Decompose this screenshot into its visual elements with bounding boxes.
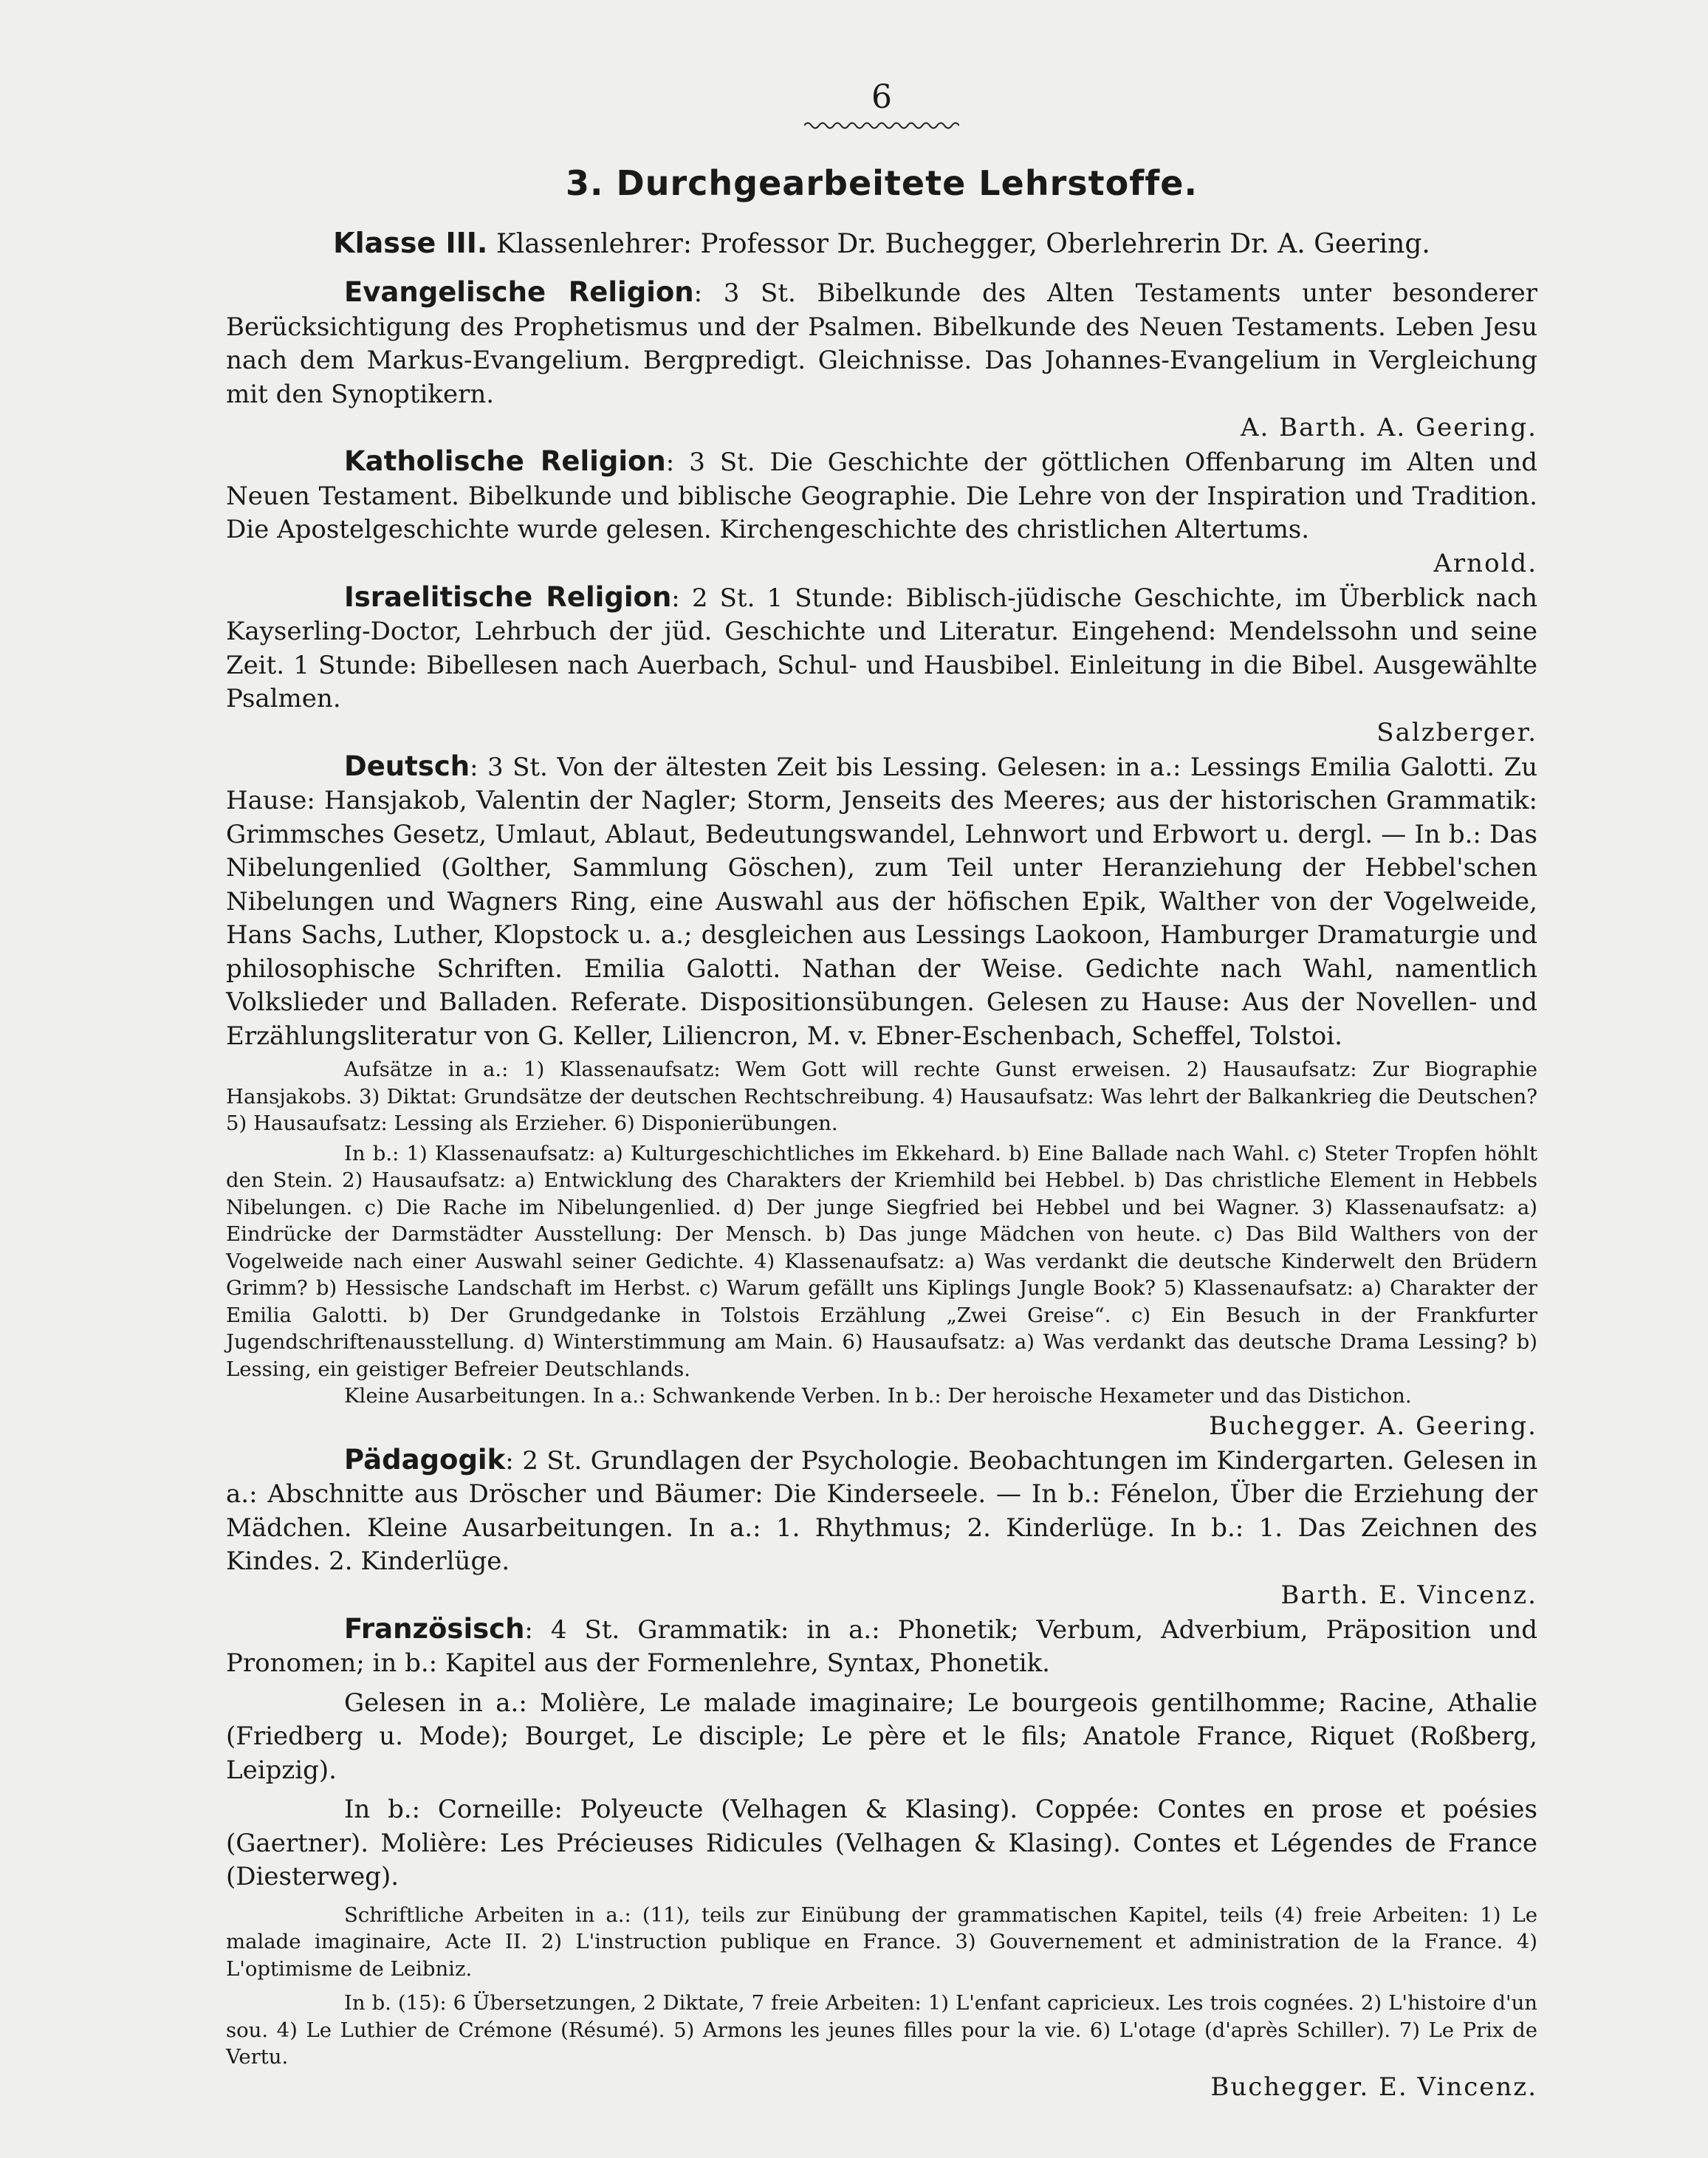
klasse-line bbox=[226, 227, 1537, 259]
heading-israelitisch: Israelitische Religion bbox=[344, 580, 672, 613]
page-content bbox=[226, 78, 1537, 2104]
signature-evangelisch: A. Barth. A. Geering. bbox=[1240, 413, 1537, 442]
section-evangelisch bbox=[226, 275, 1537, 411]
signature-katholisch: Arnold. bbox=[1433, 548, 1537, 578]
gelesen-b: In b.: Corneille: Polyeucte (Velhagen & Klasing). Coppée: Contes en prose et poésies (Gaertner). Molière: Les Précieuses Ridicules (Velhagen & Klasing). Contes et Légendes de France (Diesterweg). bbox=[226, 1795, 1537, 1891]
gelesen-a: Gelesen in a.: Molière, Le malade imaginaire; Le bourgeois gentilhomme; Racine, Athalie (Friedberg u. Mode); Bourget, Le disciple; Le père et le fils; Anatole France, Riquet (Roßberg, Leipzig). bbox=[226, 1688, 1537, 1785]
aufsaetze-b: In b.: 1) Klassenaufsatz: a) Kulturgeschichtliches im Ekkehard. b) Eine Ballade nach Wahl. c) Steter Tropfen höhlt den Stein. 2) Hausaufsatz: a) Entwicklung des Charakters der Kriemhild bei Hebbel. b) Das christliche Element in Hebbels Nibelungen. c) Die Rache im Nibelungenlied. d) Der junge Siegfried bei Hebbel und bei Wagner. 3) Klassenaufsatz: a) Eindrücke der Darmstädter Ausstellung: Der Mensch. b) Das junge Mädchen von heute. c) Das Bild Walthers von der Vogelweide nach einer Auswahl seiner Gedichte. 4) Klassenaufsatz: a) Was verdankt die deutsche Kinderwelt den Brüdern Grimm? b) Hessische Landschaft im Herbst. c) Warum gefällt uns Kiplings Jungle Book? 5) Klassenaufsatz: a) Charakter der Emilia Galotti. b) Der Grundgedanke in Tolstois Erzählung „Zwei Greise“. c) Ein Besuch in der Frankfurter Jugendschriftenausstellung. d) Winterstimmung am Main. 6) Hausaufsatz: a) Was verdankt das deutsche Drama Lessing? b) Lessing, ein geistiger Befreier Deutschlands. bbox=[226, 1141, 1537, 1381]
text-israelitisch: : 2 St. 1 Stunde: Biblisch-jüdische Geschichte, im Überblick nach Kayserling-Doctor, Lehrbuch der jüd. Geschichte und Literatur. Eingehend: Mendelssohn und seine Zeit. 1 Stunde: Bibellesen nach Auerbach, Schul- und Hausbibel. Einleitung in die Bibel. Ausgewählte Psalmen. bbox=[226, 583, 1538, 713]
klasse-label: Klasse III. bbox=[333, 227, 488, 259]
signature-deutsch: Buchegger. A. Geering. bbox=[1209, 1411, 1537, 1441]
heading-franzoesisch: Französisch bbox=[344, 1612, 525, 1645]
section-franzoesisch bbox=[226, 1612, 1537, 1681]
section-paedagogik bbox=[226, 1443, 1537, 1579]
page-title: 3. Durchgearbeitete Lehrstoffe. bbox=[566, 163, 1198, 203]
text-franzoesisch: : 4 St. Grammatik: in a.: Phonetik; Verbum, Adverbium, Präposition und Pronomen; in b.: Kapitel aus der Formenlehre, Syntax, Phonetik. bbox=[226, 1614, 1537, 1678]
signature-paedagogik: Barth. E. Vincenz. bbox=[1280, 1580, 1537, 1610]
section-katholisch bbox=[226, 445, 1537, 547]
signature-franzoesisch: Buchegger. E. Vincenz. bbox=[1210, 2072, 1537, 2102]
text-paedagogik: : 2 St. Grundlagen der Psychologie. Beobachtungen im Kindergarten. Gelesen in a.: Abschnitte aus Dröscher und Bäumer: Die Kinderseele. — In b.: Fénelon, Über die Erziehung der Mädchen. Kleine Ausarbeitungen. In a.: 1. Rhythmus; 2. Kinderlüge. In b.: 1. Das Zeichnen des Kindes. 2. Kinderlüge. bbox=[226, 1445, 1537, 1576]
klasse-teachers: Klassenlehrer: Professor Dr. Buchegger, Oberlehrerin Dr. A. Geering. bbox=[495, 229, 1430, 259]
signature-israelitisch: Salzberger. bbox=[1376, 717, 1537, 747]
aufsaetze-a: Aufsätze in a.: 1) Klassenaufsatz: Wem Gott will rechte Gunst erweisen. 2) Hausaufsatz: Zur Biographie Hansjakobs. 3) Diktat: Grundsätze der deutschen Rechtschreibung. 4) Hausaufsatz: Was lehrt der Balkankrieg die Deutschen? 5) Hausaufsatz: Lessing als Erzieher. 6) Disponierübungen. bbox=[226, 1058, 1537, 1135]
heading-evangelisch: Evangelische Religion bbox=[344, 276, 694, 308]
text-evangelisch: : 3 St. Bibelkunde des Alten Testaments unter besonderer Berücksichtigung des Prophetismus und der Psalmen. Bibelkunde des Neuen Testaments. Leben Jesu nach dem Markus-Evangelium. Bergpredigt. Gleichnisse. Das Johannes-Evangelium in Vergleichung mit den Synoptikern. bbox=[226, 278, 1537, 409]
heading-katholisch: Katholische Religion bbox=[344, 445, 666, 477]
text-deutsch: : 3 St. Von der ältesten Zeit bis Lessing. Gelesen: in a.: Lessings Emilia Galotti. Zu Hause: Hansjakob, Valentin der Nagler; Storm, Jenseits des Meeres; aus der historischen Grammatik: Grimmsches Gesetz, Umlaut, Ablaut, Bedeutungswandel, Lehnwort und Erbwort u. dergl. — In b.: Das Nibelungenlied (Golther, Sammlung Göschen), zum Teil unter Heranziehung der Hebbel'schen Nibelungen und Wagners Ring, eine Auswahl aus der höfischen Epik, Walther von der Vogelweide, Hans Sachs, Luther, Klopstock u. a.; desgleichen aus Lessings Laokoon, Hamburger Dramaturgie und philosophische Schriften. Emilia Galotti. Nathan der Weise. Gedichte nach Wahl, namentlich Volkslieder und Balladen. Referate. Dispositionsübungen. Gelesen zu Hause: Aus der Novellen- und Erzählungsliteratur von G. Keller, Liliencron, M. v. Ebner-Eschenbach, Scheffel, Tolstoi. bbox=[226, 752, 1537, 1051]
section-israelitisch bbox=[226, 580, 1537, 716]
heading-paedagogik: Pädagogik bbox=[344, 1443, 506, 1476]
heading-deutsch: Deutsch bbox=[344, 750, 470, 782]
section-deutsch bbox=[226, 750, 1537, 1054]
wavy-divider-icon bbox=[804, 120, 959, 131]
text-katholisch: : 3 St. Die Geschichte der göttlichen Offenbarung im Alten und Neuen Testament. Bibelkunde und biblische Geographie. Die Lehre von der Inspiration und Tradition. Die Apostelgeschichte wurde gelesen. Kirchengeschichte des christlichen Altertums. bbox=[226, 448, 1538, 544]
page-number: 6 bbox=[871, 78, 892, 116]
kleine-ausarbeitungen: Kleine Ausarbeitungen. In a.: Schwankende Verben. In b.: Der heroische Hexameter und das Distichon. bbox=[344, 1384, 1412, 1408]
arbeiten-a: Schriftliche Arbeiten in a.: (11), teils zur Einübung der grammatischen Kapitel, teils (4) freie Arbeiten: 1) Le malade imaginaire, Acte II. 2) L'instruction publique en France. 3) Gouvernement et administration de la France. 4) L'optimisme de Leibniz. bbox=[226, 1902, 1537, 1981]
arbeiten-b: In b. (15): 6 Übersetzungen, 2 Diktate, 7 freie Arbeiten: 1) L'enfant capricieux. Les trois cognées. 2) L'histoire d'un sou. 4) Le Luthier de Crémone (Résumé). 5) Armons les jeunes filles pour la vie. 6) L'otage (d'après Schiller). 7) Le Prix de Vertu. bbox=[226, 1991, 1537, 2069]
